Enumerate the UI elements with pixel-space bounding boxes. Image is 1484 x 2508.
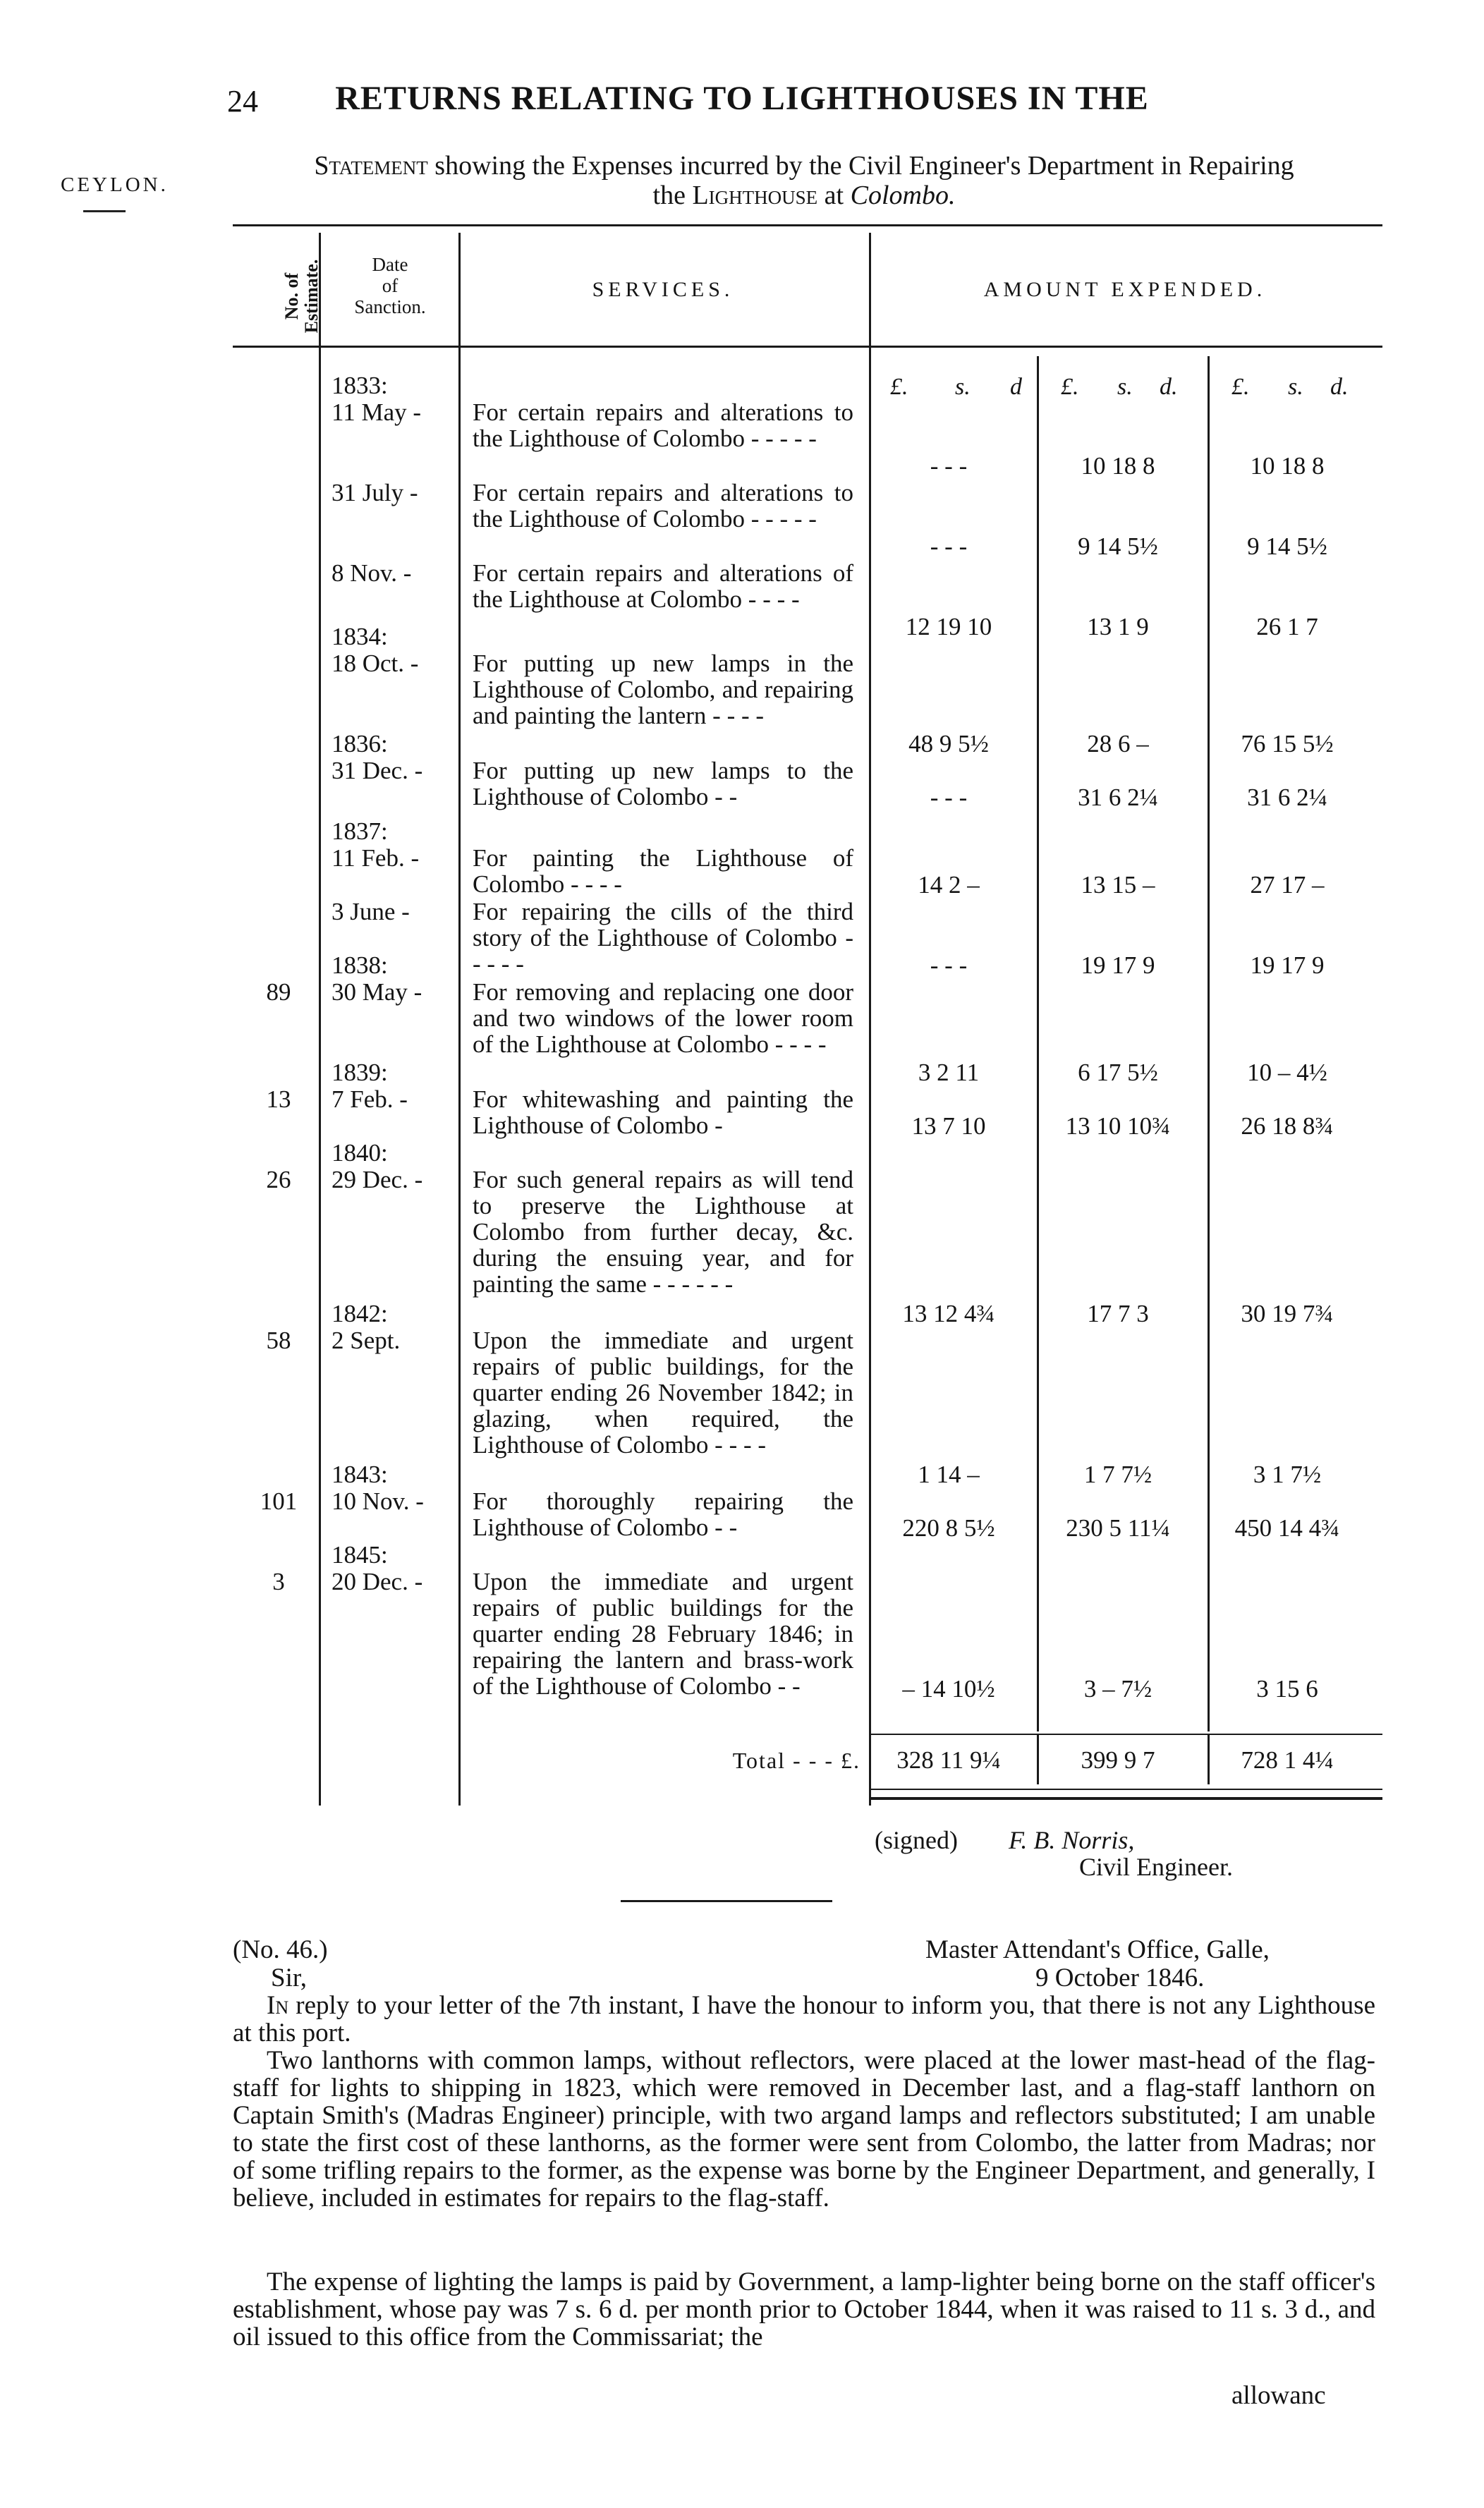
row-amount-3: 3 1 7½ <box>1253 1461 1322 1488</box>
row-date: 18 Oct. - <box>332 650 419 677</box>
margin-rule <box>83 210 126 212</box>
margin-note: CEYLON. <box>61 174 169 196</box>
table-header-rule <box>233 346 1382 348</box>
total-label: Total - - - £. <box>732 1748 860 1773</box>
row-amount-3: 19 17 9 <box>1250 951 1325 979</box>
row-year: 1839: <box>332 1059 388 1086</box>
row-year: 1838: <box>332 951 388 979</box>
row-amount-2: 10 18 8 <box>1081 452 1155 480</box>
row-year: 1837: <box>332 817 388 845</box>
row-amount-2: 6 17 5½ <box>1078 1059 1158 1086</box>
row-estimate: 13 <box>266 1085 291 1113</box>
row-estimate: 58 <box>266 1327 291 1354</box>
row-amount-1: - - - <box>930 452 968 480</box>
total-rule-4 <box>1037 1735 1039 1784</box>
row-amount-3: 450 14 4¾ <box>1234 1514 1340 1542</box>
table-bottom-rule <box>869 1797 1382 1800</box>
row-amount-2: 9 14 5½ <box>1078 532 1158 560</box>
signatory-name: F. B. Norris, <box>1009 1826 1135 1854</box>
row-amount-3: 27 17 – <box>1250 871 1325 899</box>
caption-colombo: Colombo. <box>850 181 956 210</box>
row-service: For certain repairs and alterations to the Lighthouse of Colombo - - - - - <box>473 479 853 532</box>
row-service: For repairing the cills of the third story of the Lighthouse of Colombo - - - - - <box>473 898 853 978</box>
row-service: For removing and replacing one door and two windows of the lower room of the Lighthouse at Colombo - - - - <box>473 978 853 1058</box>
row-service: Upon the immediate and urgent repairs of public buildings, for the quarter ending 26 November 1842; in glazing, when required, the Lighthouse of Colombo - - - - <box>473 1327 853 1459</box>
row-year: 1843: <box>332 1461 388 1488</box>
row-service: For putting up new lamps to the Lighthouse of Colombo - - <box>473 757 853 810</box>
col-rule-1 <box>319 233 321 1806</box>
row-amount-1: – 14 10½ <box>902 1675 995 1703</box>
total-top-rule <box>869 1734 1382 1735</box>
row-date: 11 May - <box>332 398 422 426</box>
row-estimate: 89 <box>266 978 291 1006</box>
row-date: 11 Feb. - <box>332 844 420 872</box>
caption-line1: showing the Expenses incurred by the Civil Engineer's Department in Repairing <box>434 151 1294 181</box>
row-amount-1: 13 7 10 <box>911 1112 986 1140</box>
row-amount-2: 31 6 2¼ <box>1078 784 1158 811</box>
row-amount-1: - - - <box>930 951 968 979</box>
row-year: 1836: <box>332 730 388 757</box>
row-estimate: 3 <box>272 1568 285 1595</box>
caption-lighthouse: Lighthouse <box>692 181 818 210</box>
letter-date: 9 October 1846. <box>1035 1964 1205 1992</box>
row-service: For whitewashing and painting the Lighthouse of Colombo - <box>473 1085 853 1139</box>
row-amount-1: 14 2 – <box>918 871 980 899</box>
page-number: 24 <box>227 84 258 118</box>
cur-1-pence: d <box>1010 374 1022 400</box>
header-date-3: Sanction. <box>354 296 426 317</box>
catchword: allowanc <box>1231 2381 1326 2410</box>
row-amount-1: 12 19 10 <box>905 613 992 640</box>
cur-2-pence: d. <box>1160 374 1178 400</box>
row-date: 30 May - <box>332 978 422 1006</box>
caption-the: the <box>652 181 686 210</box>
caption-lead: Statement <box>314 151 428 181</box>
row-date: 3 June - <box>332 898 410 925</box>
header-date <box>323 254 457 317</box>
signatory-title: Civil Engineer. <box>1079 1853 1233 1881</box>
row-date: 10 Nov. - <box>332 1487 424 1515</box>
total-bottom-rule <box>869 1789 1382 1790</box>
row-amount-2: 19 17 9 <box>1081 951 1155 979</box>
row-amount-1: - - - <box>930 532 968 560</box>
row-amount-3: 26 18 8¾ <box>1241 1112 1334 1140</box>
row-estimate: 26 <box>266 1166 291 1193</box>
row-amount-3: 76 15 5½ <box>1241 730 1334 757</box>
row-amount-3: 10 18 8 <box>1250 452 1325 480</box>
row-date: 31 Dec. - <box>332 757 423 784</box>
letter-paragraph-1 <box>233 1992 1375 2047</box>
cur-2-pounds: £. <box>1061 374 1079 400</box>
row-amount-2: 230 5 11¼ <box>1066 1514 1170 1542</box>
cur-1-pounds: £. <box>890 374 908 400</box>
header-date-2: of <box>382 275 399 296</box>
row-service: For such general repairs as will tend to preserve the Lighthouse at Colombo from further decay, &c. during the ensuing year, and for painting the same - - - - - - <box>473 1166 853 1298</box>
paragraph-text: reply to your letter of the 7th instant, I have the honour to inform you, that there is not any Lighthouse at this port. <box>233 1991 1376 2047</box>
paragraph-lead: In <box>267 1991 289 2020</box>
row-amount-3: 10 – 4½ <box>1247 1059 1327 1086</box>
row-year: 1834: <box>332 623 388 650</box>
table-top-rule <box>233 224 1382 226</box>
signed-note: (signed) <box>875 1826 958 1854</box>
row-amount-1: 1 14 – <box>918 1461 980 1488</box>
col-rule-2 <box>458 233 461 1806</box>
letter-salutation: Sir, <box>271 1964 307 1992</box>
row-amount-1: 48 9 5½ <box>908 730 989 757</box>
header-services: SERVICES. <box>592 278 734 301</box>
row-amount-1: 3 2 11 <box>918 1059 980 1086</box>
header-amount: AMOUNT EXPENDED. <box>983 278 1267 301</box>
row-amount-3: 30 19 7¾ <box>1241 1300 1334 1327</box>
col-rule-5 <box>1208 356 1210 1731</box>
row-amount-1: 13 12 4¾ <box>902 1300 995 1327</box>
cur-3-pounds: £. <box>1231 374 1250 400</box>
row-amount-2: 28 6 – <box>1087 730 1149 757</box>
row-service: For putting up new lamps in the Lighthouse of Colombo, and repairing and painting the lantern - - - - <box>473 650 853 729</box>
col-rule-4 <box>1037 356 1039 1731</box>
row-amount-2: 17 7 3 <box>1087 1300 1149 1327</box>
letter-paragraph-2: Two lanthorns with common lamps, without reflectors, were placed at the lower mast-head of the flag-staff for lights to shipping in 1823, which were removed in December last, and a flag-staff lanthorn on Captain Smith's (Madras Engineer) principle, with two argand lamps and reflectors substituted; I am unable to state the first cost of these lanthorns, as the former were sent from Colombo, the latter from Madras; nor of some trifling repairs to the former, as the expense was borne by the Engineer Department, and generally, I believe, included in estimates for repairs to the flag-staff. <box>233 2046 1375 2212</box>
letter-number: (No. 46.) <box>233 1935 328 1964</box>
row-year: 1845: <box>332 1541 388 1569</box>
row-year: 1833: <box>332 372 388 399</box>
total-rule-5 <box>1208 1735 1210 1784</box>
cur-3-shillings: s. <box>1288 374 1303 400</box>
row-amount-1: 220 8 5½ <box>902 1514 995 1542</box>
row-date: 2 Sept. <box>332 1327 401 1354</box>
row-service: Upon the immediate and urgent repairs of public buildings for the quarter ending 28 February 1846; in repairing the lantern and brass-work of the Lighthouse of Colombo - - <box>473 1568 853 1700</box>
row-year: 1840: <box>332 1139 388 1167</box>
row-date: 20 Dec. - <box>332 1568 423 1595</box>
row-estimate: 101 <box>260 1487 298 1515</box>
row-date: 7 Feb. - <box>332 1085 408 1113</box>
section-rule <box>621 1900 832 1902</box>
row-amount-2: 13 10 10¾ <box>1065 1112 1171 1140</box>
row-service: For certain repairs and alterations of the Lighthouse at Colombo - - - - <box>473 559 853 613</box>
cur-1-shillings: s. <box>955 374 971 400</box>
cur-2-shillings: s. <box>1117 374 1133 400</box>
row-amount-3: 9 14 5½ <box>1247 532 1327 560</box>
row-amount-3: 3 15 6 <box>1256 1675 1318 1703</box>
cur-3-pence: d. <box>1330 374 1349 400</box>
row-service: For thoroughly repairing the Lighthouse of Colombo - - <box>473 1487 853 1541</box>
row-date: 29 Dec. - <box>332 1166 423 1193</box>
total-amount-2: 399 9 7 <box>1081 1746 1155 1774</box>
row-amount-2: 3 – 7½ <box>1083 1675 1152 1703</box>
letter-office: Master Attendant's Office, Galle, <box>925 1935 1270 1964</box>
row-amount-2: 13 15 – <box>1081 871 1155 899</box>
col-rule-3 <box>869 233 871 1806</box>
caption-at: at <box>824 181 844 210</box>
row-year: 1842: <box>332 1300 388 1327</box>
row-amount-3: 26 1 7 <box>1256 613 1318 640</box>
row-amount-1: - - - <box>930 784 968 811</box>
letter-paragraph-3: The expense of lighting the lamps is paid by Government, a lamp-lighter being borne on the staff officer's establishment, whose pay was 7 s. 6 d. per month prior to October 1844, when it was raised to 11 s. 3 d., and oil issued to this office from the Commissariat; the <box>233 2267 1375 2351</box>
row-date: 8 Nov. - <box>332 559 412 587</box>
row-amount-2: 1 7 7½ <box>1083 1461 1152 1488</box>
row-service: For certain repairs and alterations to the Lighthouse of Colombo - - - - - <box>473 398 853 452</box>
row-amount-3: 31 6 2¼ <box>1247 784 1327 811</box>
total-amount-1: 328 11 9¼ <box>896 1746 1001 1774</box>
running-head: RETURNS RELATING TO LIGHTHOUSES IN THE <box>335 80 1149 117</box>
row-date: 31 July - <box>332 479 418 506</box>
table-caption <box>233 151 1375 210</box>
row-amount-2: 13 1 9 <box>1087 613 1149 640</box>
total-amount-3: 728 1 4¼ <box>1241 1746 1334 1774</box>
header-date-1: Date <box>372 254 408 275</box>
row-service: For painting the Lighthouse of Colombo - - - - <box>473 844 853 898</box>
header-estimate: No. of Estimate. <box>281 259 322 334</box>
